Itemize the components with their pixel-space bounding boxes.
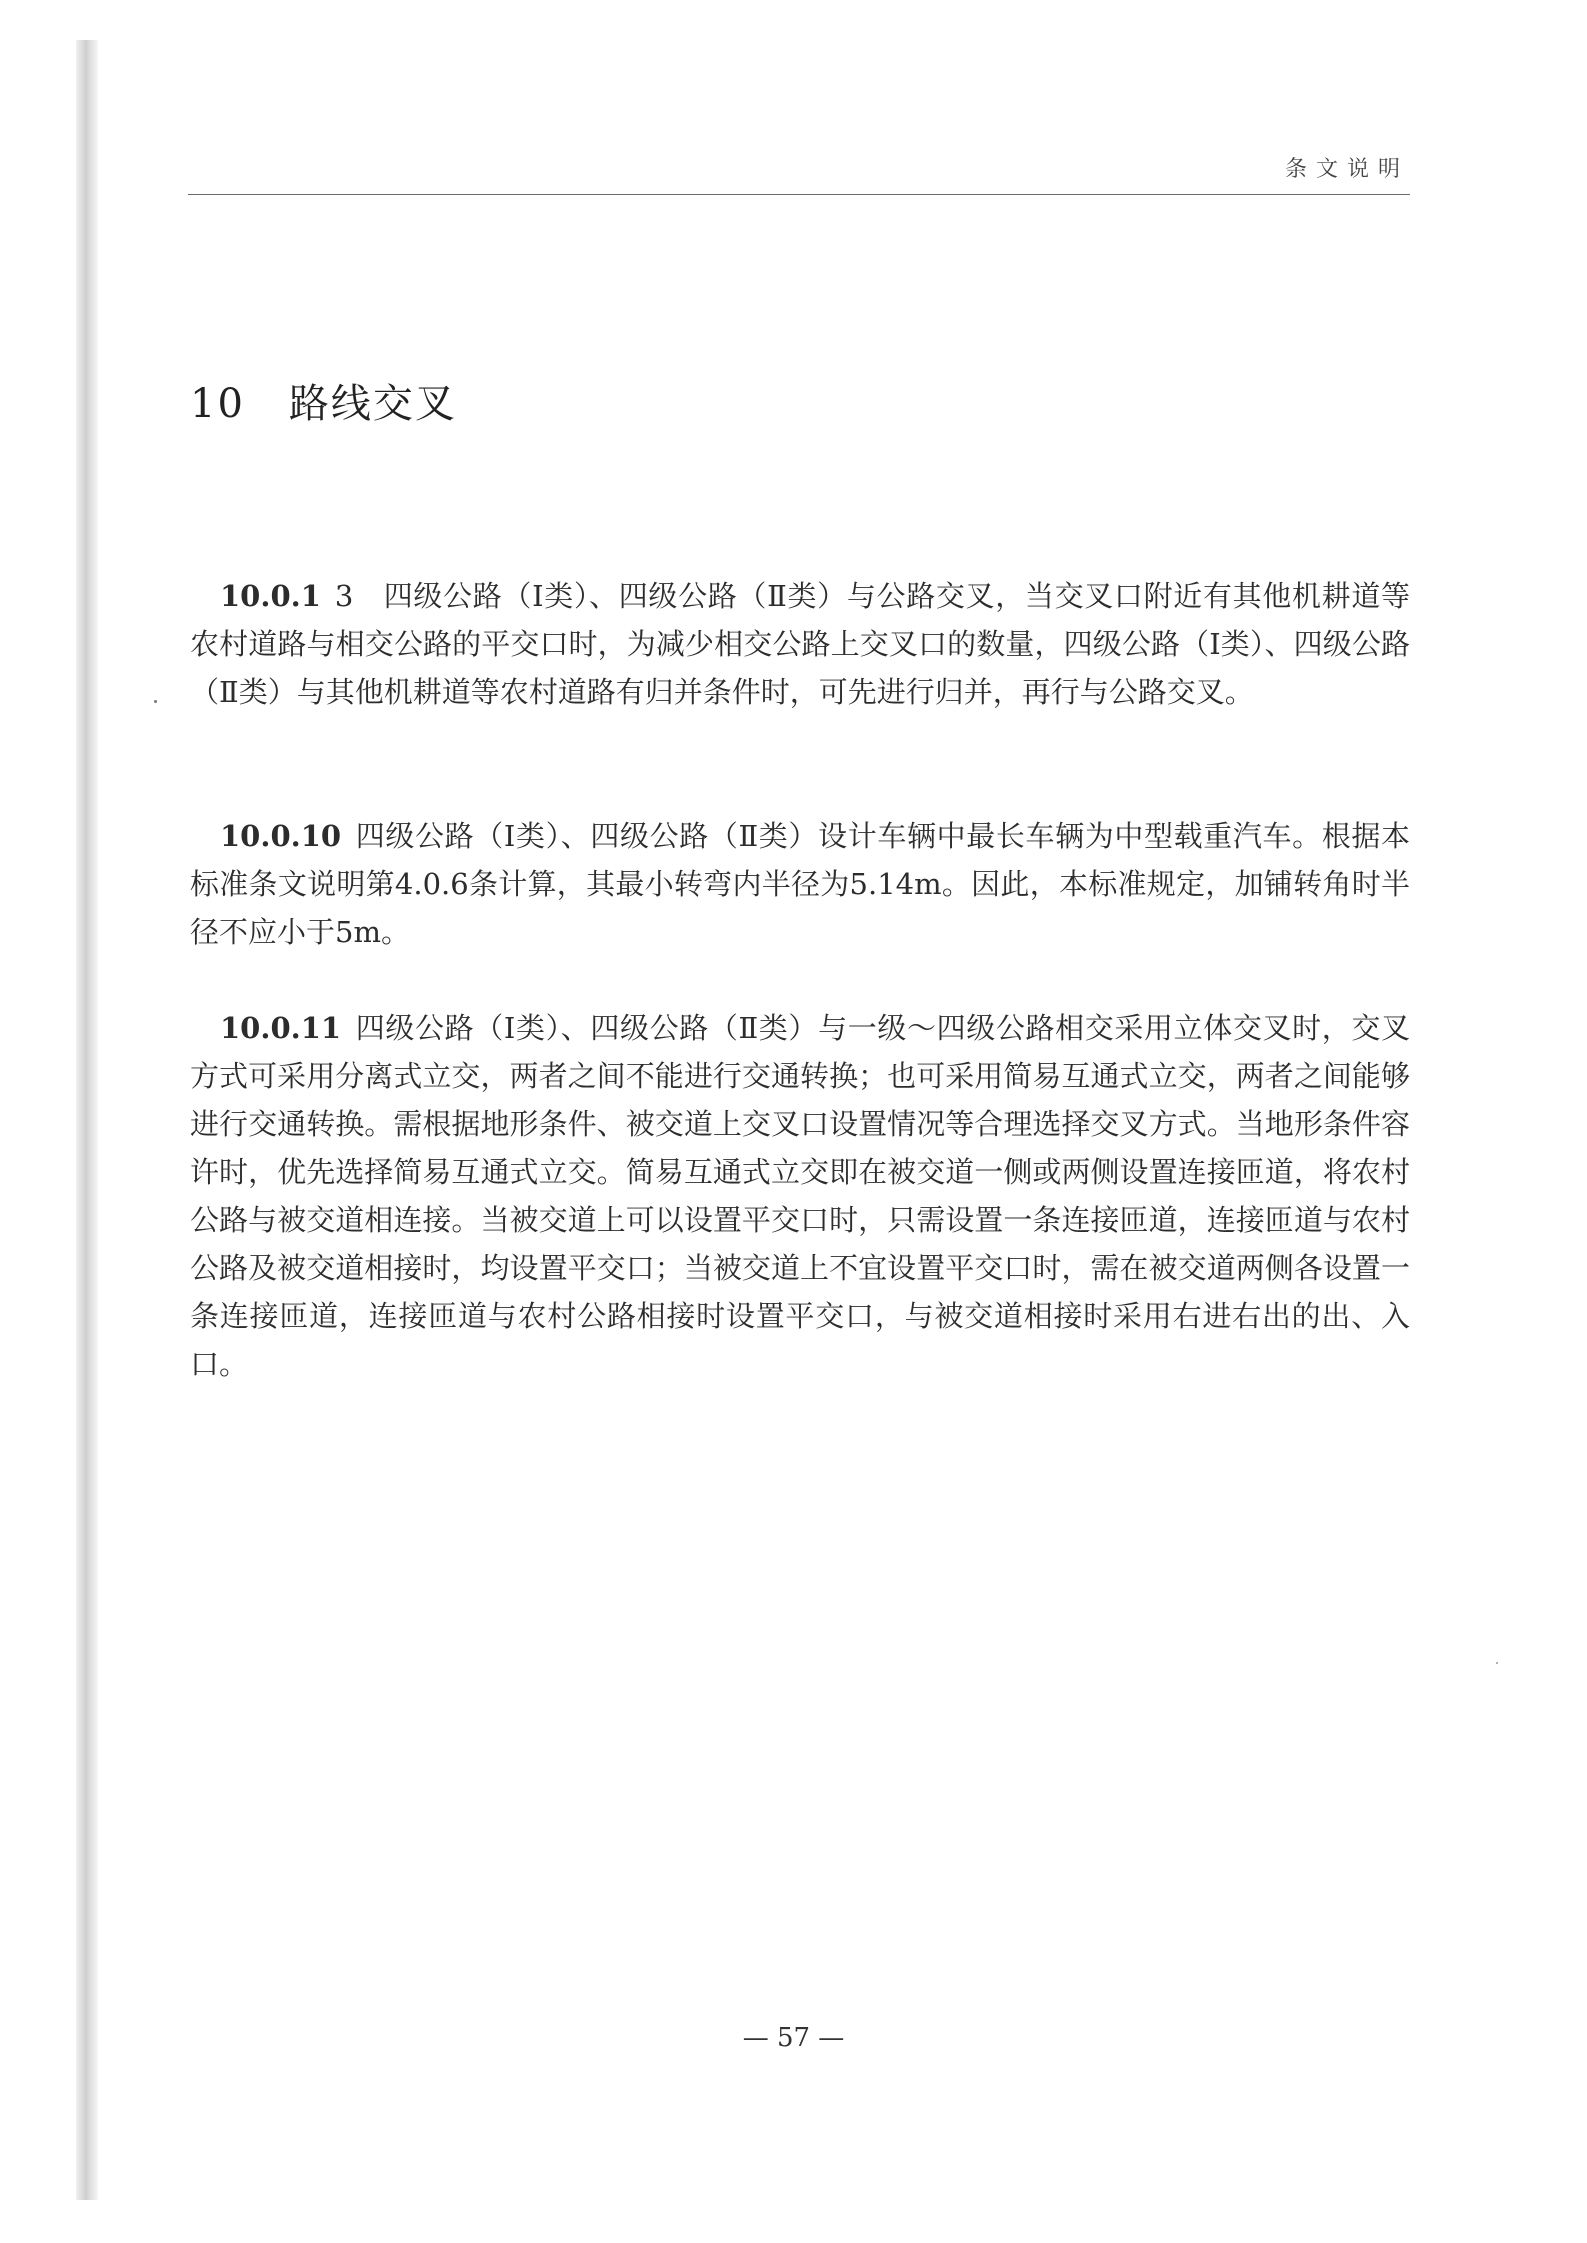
clause-text: 3 四级公路（Ⅰ类）、四级公路（Ⅱ类）与公路交叉，当交叉口附近有其他机耕道等农村道路与相交公路的平交口时，为减少相交公路上交叉口的数量，四级公路（Ⅰ类）、四级公路（Ⅱ类）与其他机耕道等农村道路有归并条件时，可先进行归并，再行与公路交叉。 bbox=[190, 579, 1410, 709]
chapter-title bbox=[190, 372, 457, 429]
scan-binding-shadow bbox=[76, 40, 98, 2200]
clause-text: 四级公路（Ⅰ类）、四级公路（Ⅱ类）与一级～四级公路相交采用立体交叉时，交叉方式可采用分离式立交，两者之间不能进行交通转换；也可采用简易互通式立交，两者之间能够进行交通转换。需根据地形条件、被交道上交叉口设置情况等合理选择交叉方式。当地形条件容许时，优先选择简易互通式立交。简易互通式立交即在被交道一侧或两侧设置连接匝道，将农村公路与被交道相连接。当被交道上可以设置平交口时，只需设置一条连接匝道，连接匝道与农村公路及被交道相接时，均设置平交口；当被交道上不宜设置平交口时，需在被交道两侧各设置一条连接匝道，连接匝道与农村公路相接时设置平交口，与被交道相接时采用右进右出的出、入口。 bbox=[190, 1011, 1410, 1381]
running-head: 条文说明 bbox=[1284, 157, 1409, 182]
header-rule bbox=[188, 194, 1410, 195]
scan-speck bbox=[154, 700, 157, 703]
chapter-title-text: 路线交叉 bbox=[288, 381, 457, 427]
clause-10-0-10 bbox=[190, 812, 1410, 956]
clause-number: 10.0.1 bbox=[220, 579, 321, 613]
page-number: — 57 — bbox=[742, 2023, 845, 2053]
clause-number: 10.0.10 bbox=[220, 819, 342, 853]
clause-10-0-11 bbox=[190, 1004, 1410, 1388]
clause-text: 四级公路（Ⅰ类）、四级公路（Ⅱ类）设计车辆中最长车辆为中型载重汽车。根据本标准条文说明第4.0.6条计算，其最小转弯内半径为5.14m。因此，本标准规定，加铺转角时半径不应小于5m。 bbox=[190, 819, 1410, 949]
clause-10-0-1 bbox=[190, 572, 1410, 716]
chapter-number: 10 bbox=[190, 381, 245, 427]
clause-number: 10.0.11 bbox=[220, 1011, 342, 1045]
scan-speck bbox=[1496, 1662, 1498, 1664]
